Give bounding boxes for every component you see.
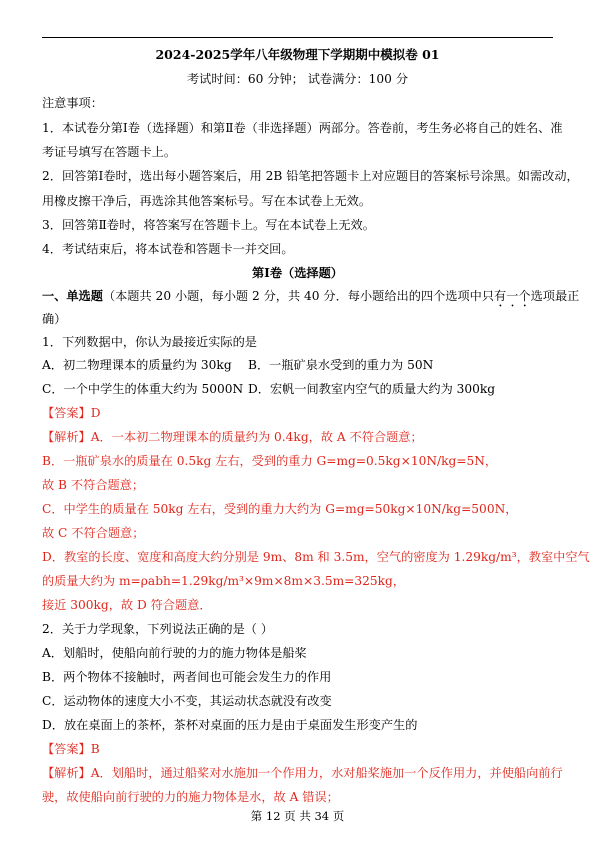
note-4: 4．考试结束后，将本试卷和答题卡一并交回。 — [42, 242, 294, 256]
q1-explain-6: D．教室的长度、宽度和高度大约分别是 9m、8m 和 3.5m，空气的密度为 1.29kg/m³，教室中空气 — [42, 550, 590, 564]
q1-option-b: B．一瓶矿泉水受到的重力为 50N — [248, 358, 434, 372]
q1-options-row2 — [42, 381, 553, 397]
note-2a: 2．回答第Ⅰ卷时，选出每小题答案后，用 2B 铅笔把答题卡上对应题目的答案标号涂黑。如需改动， — [42, 169, 579, 183]
q1-options-row1 — [42, 357, 553, 373]
q1-explain-8: 接近 300kg，故 D 符合题意． — [42, 598, 212, 612]
q1-stem: 1．下列数据中，你认为最接近实际的是 — [42, 335, 257, 349]
note-1a: 1．本试卷分第Ⅰ卷（选择题）和第Ⅱ卷（非选择题）两部分。答卷前，考生务必将自己的姓名、准 — [42, 121, 563, 135]
q2-answer: 【答案】B — [42, 742, 100, 756]
q2-option-c: C．运动物体的速度大小不变，其运动状态就没有改变 — [42, 694, 332, 708]
section-heading-bold: 一、单选题 — [42, 289, 103, 303]
q1-option-c: C．一个中学生的体重大约为 5000N — [42, 382, 244, 396]
q1-explain-4: C．中学生的质量在 50kg 左右，受到的重力大约为 G=mg=50kg×10N/kg=500N， — [42, 502, 518, 516]
q1-explain-7: 的质量大约为 m=ρabh=1.29kg/m³×9m×8m×3.5m=325kg， — [42, 574, 405, 588]
note-3: 3．回答第Ⅱ卷时，将答案写在答题卡上。写在本试卷上无效。 — [42, 218, 375, 232]
top-rule — [42, 37, 553, 38]
q1-explain-3: 故 B 不符合题意； — [42, 478, 145, 492]
section-heading-dotted: 有一个 — [494, 289, 531, 303]
section-heading-rest-b: 选项最正 — [530, 289, 580, 303]
q1-option-a: A．初二物理课本的质量约为 30kg — [42, 358, 232, 372]
note-1b: 考证号填写在答题卡上。 — [42, 145, 177, 159]
section-heading-line2: 确） — [42, 312, 67, 326]
exam-meta: 考试时间：60 分钟； 试卷满分：100 分 — [186, 72, 409, 86]
q1-answer: 【答案】D — [42, 406, 101, 420]
q1-explain-5: 故 C 不符合题意； — [42, 526, 145, 540]
q2-option-a: A．划船时，使船向前行驶的力的施力物体是船桨 — [42, 646, 307, 660]
q2-explain-2: 驶，故使船向前行驶的力的施力物体是水，故 A 错误； — [42, 790, 339, 804]
q2-explain-1: 【解析】A．划船时，通过船桨对水施加一个作用力，水对船桨施加一个反作用力，并使船向前行 — [42, 766, 563, 780]
note-2b: 用橡皮擦干净后，再选涂其他答案标号。写在本试卷上无效。 — [42, 194, 372, 208]
q1-explain-1: 【解析】A．一本初二物理课本的质量约为 0.4kg，故 A 不符合题意； — [42, 430, 423, 444]
section-title: 第Ⅰ卷（选择题） — [251, 266, 343, 280]
q2-option-d: D．放在桌面上的茶杯，茶杯对桌面的压力是由于桌面发生形变产生的 — [42, 718, 418, 732]
section-heading — [42, 288, 580, 310]
q2-stem: 2．关于力学现象，下列说法正确的是（ ） — [42, 622, 274, 636]
q1-explain-2: B．一瓶矿泉水的质量在 0.5kg 左右，受到的重力 G=mg=0.5kg×10N/kg=5N， — [42, 454, 498, 468]
page-title: 2024-2025学年八年级物理下学期期中模拟卷 01 — [155, 47, 440, 62]
q2-option-b: B．两个物体不接触时，两者间也可能会发生力的作用 — [42, 670, 332, 684]
page-number: 第 12 页 共 34 页 — [250, 809, 345, 823]
section-heading-rest-a: （本题共 20 小题，每小题 2 分，共 40 分．每小题给出的四个选项中只 — [102, 289, 495, 303]
notes-heading: 注意事项： — [42, 96, 103, 110]
q1-option-d: D．宏帆一间教室内空气的质量大约为 300kg — [248, 382, 496, 396]
